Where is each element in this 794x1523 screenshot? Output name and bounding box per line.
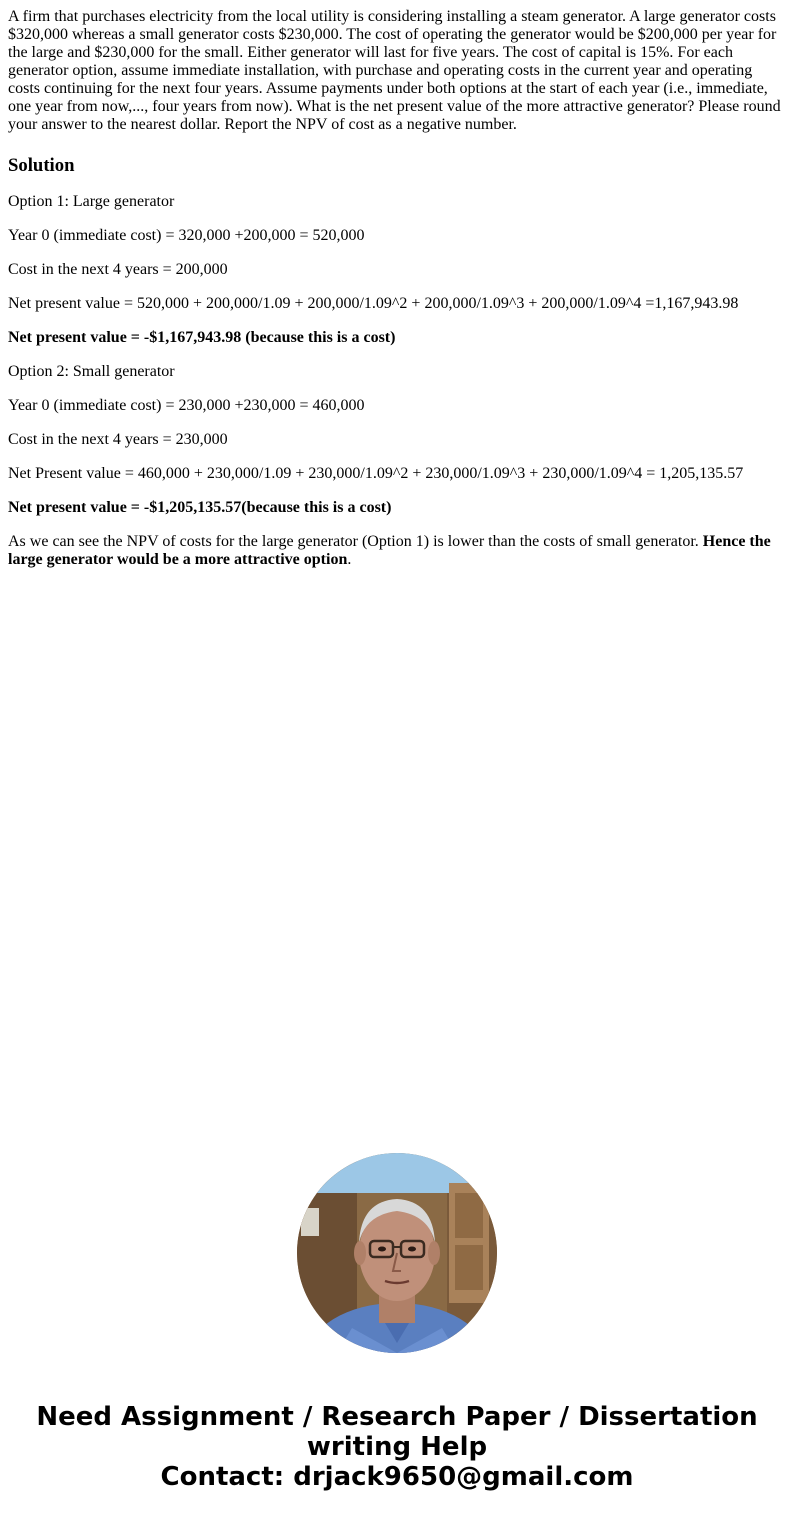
solution-heading: Solution	[8, 155, 75, 176]
option1-next-years: Cost in the next 4 years = 200,000	[8, 261, 228, 278]
option1-year0: Year 0 (immediate cost) = 320,000 +200,000 = 520,000	[8, 227, 365, 244]
conclusion-plain: As we can see the NPV of costs for the large generator (Option 1) is lower than the costs of small generator.	[8, 533, 703, 550]
option2-npv-result: Net present value = -$1,205,135.57(because this is a cost)	[8, 499, 392, 516]
banner-line-1: Need Assignment / Research Paper / Dissertation	[36, 1402, 758, 1432]
option2-npv-calculation: Net Present value = 460,000 + 230,000/1.09 + 230,000/1.09^2 + 230,000/1.09^3 + 230,000/1.09^4 = 1,205,135.57	[8, 465, 744, 482]
option2-title: Option 2: Small generator	[8, 363, 175, 380]
conclusion-end: .	[347, 551, 352, 568]
author-avatar	[297, 1153, 497, 1353]
conclusion-bold: Hence the large generator would be a more attractive option	[8, 533, 771, 568]
banner-line-2: writing Help	[306, 1432, 488, 1462]
option1-title: Option 1: Large generator	[8, 193, 175, 210]
option1-npv-calculation: Net present value = 520,000 + 200,000/1.09 + 200,000/1.09^2 + 200,000/1.09^3 + 200,000/1.09^4 =1,167,943.98	[8, 295, 739, 312]
conclusion	[8, 533, 786, 569]
contact-banner	[0, 1402, 794, 1492]
contact-email: Contact: drjack9650@gmail.com	[160, 1462, 634, 1492]
document-body	[8, 8, 786, 569]
question-text: A firm that purchases electricity from the local utility is considering installing a steam generator. A large generator costs $320,000 whereas a small generator costs $230,000. The cost of operating the generator would be $200,000 per year for the large and $230,000 for the small. Either generator will last for five years. The cost of capital is 15%. For each generator option, assume immediate installation, with purchase and operating costs in the current year and operating costs continuing for the next four years. Assume payments under both options at the start of each year (i.e., immediate, one year from now,..., four years from now). What is the net present value of the more attractive generator? Please round your answer to the nearest dollar. Report the NPV of cost as a negative number.	[8, 8, 781, 133]
option2-year0: Year 0 (immediate cost) = 230,000 +230,000 = 460,000	[8, 397, 365, 414]
option2-next-years: Cost in the next 4 years = 230,000	[8, 431, 228, 448]
option1-npv-result: Net present value = -$1,167,943.98 (because this is a cost)	[8, 329, 396, 346]
